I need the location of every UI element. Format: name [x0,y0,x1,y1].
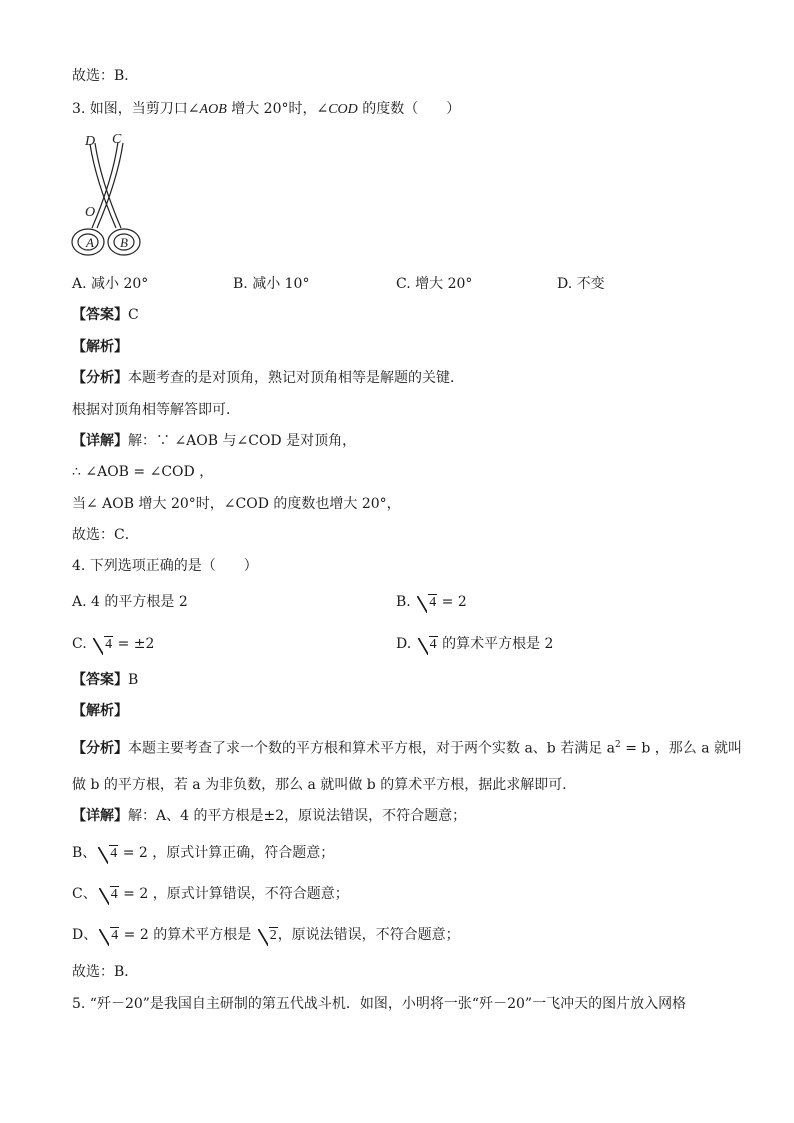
q4-detail-2: B、 4 = 2 ，原式计算正确，符合题意； [72,845,335,861]
question-3-stem: 3. 如图，当剪刀口∠AOB 增大 20°时，∠COD 的度数（ ） [72,101,461,117]
q4-answer: 【答案】B [72,672,139,688]
q3-detail-1: 【详解】解：∵ ∠AOB 与∠COD 是对顶角， [72,433,357,449]
sqrt-symbol: 4 [98,845,118,863]
sqrt-symbol: 4 [418,636,438,654]
q3-analysis: 【分析】本题考查的是对顶角，熟记对顶角相等是解题的关键． [72,370,464,386]
q4-option-b: B. 4 = 2 [396,594,467,610]
q3-option-c: C. 增大 20° [396,276,473,292]
q3-answer: 【答案】C [72,307,139,323]
q3-detail-4: 故选：C． [72,527,139,543]
q3-detail-2: ∴ ∠AOB = ∠COD ， [72,464,214,480]
q4-analysis: 【分析】本题主要考查了求一个数的平方根和算术平方根，对于两个实数 a、b 若满足 $a^2 = b$ ，那么 a 就叫 [72,740,743,757]
sqrt-symbol: 2 [258,927,278,945]
label-o: O [85,205,96,220]
q4-detail-3: C、 4 = 2 ，原式计算错误，不符合题意； [72,886,349,902]
q3-analysis-2: 根据对顶角相等解答即可． [72,402,240,418]
sqrt-symbol: 4 [93,636,113,654]
q4-detail-4: D、 4 = 2 的算术平方根是 2，原说法错误，不符合题意； [72,927,460,943]
q4-detail-5: 故选：B． [72,964,139,980]
sqrt-symbol: 4 [99,886,119,904]
question-5-stem: 5. “歼－20”是我国自主研制的第五代战斗机．如图，小明将一张“歼－20”一飞冲天的图片放入网格 [72,996,687,1012]
q3-option-d: D. 不变 [557,276,605,292]
q4-option-a: A. 4 的平方根是 2 [72,594,188,610]
q3-detail-3: 当∠ AOB 增大 20°时，∠COD 的度数也增大 20°， [72,496,401,512]
sqrt-symbol: 4 [99,927,119,945]
superscript-two: 2 [615,740,621,750]
label-d: D [85,134,96,149]
scissors-figure [68,130,148,260]
label-b: B [120,235,128,250]
q4-analysis-2: 做 b 的平方根，若 a 为非负数，那么 a 就叫做 b 的算术平方根，据此求解即可． [72,777,577,793]
label-c: C [112,132,122,147]
q4-jiexi-heading: 【解析】 [72,703,128,719]
q4-detail-1: 【详解】解：A、4 的平方根是±2，原说法错误，不符合题意； [72,808,467,824]
q3-option-a: A. 减小 20° [72,276,149,292]
q3-option-b: B. 减小 10° [233,276,310,292]
sqrt-symbol: 4 [417,594,437,612]
q4-option-d: D. 4 的算术平方根是 2 [396,636,554,652]
answer-line-q2: 故选：B． [72,68,139,84]
q4-option-c: C. 4 = ±2 [72,636,155,652]
q3-jiexi-heading: 【解析】 [72,339,128,355]
label-a: A [86,235,94,250]
question-4-stem: 4. 下列选项正确的是（ ） [72,558,258,574]
